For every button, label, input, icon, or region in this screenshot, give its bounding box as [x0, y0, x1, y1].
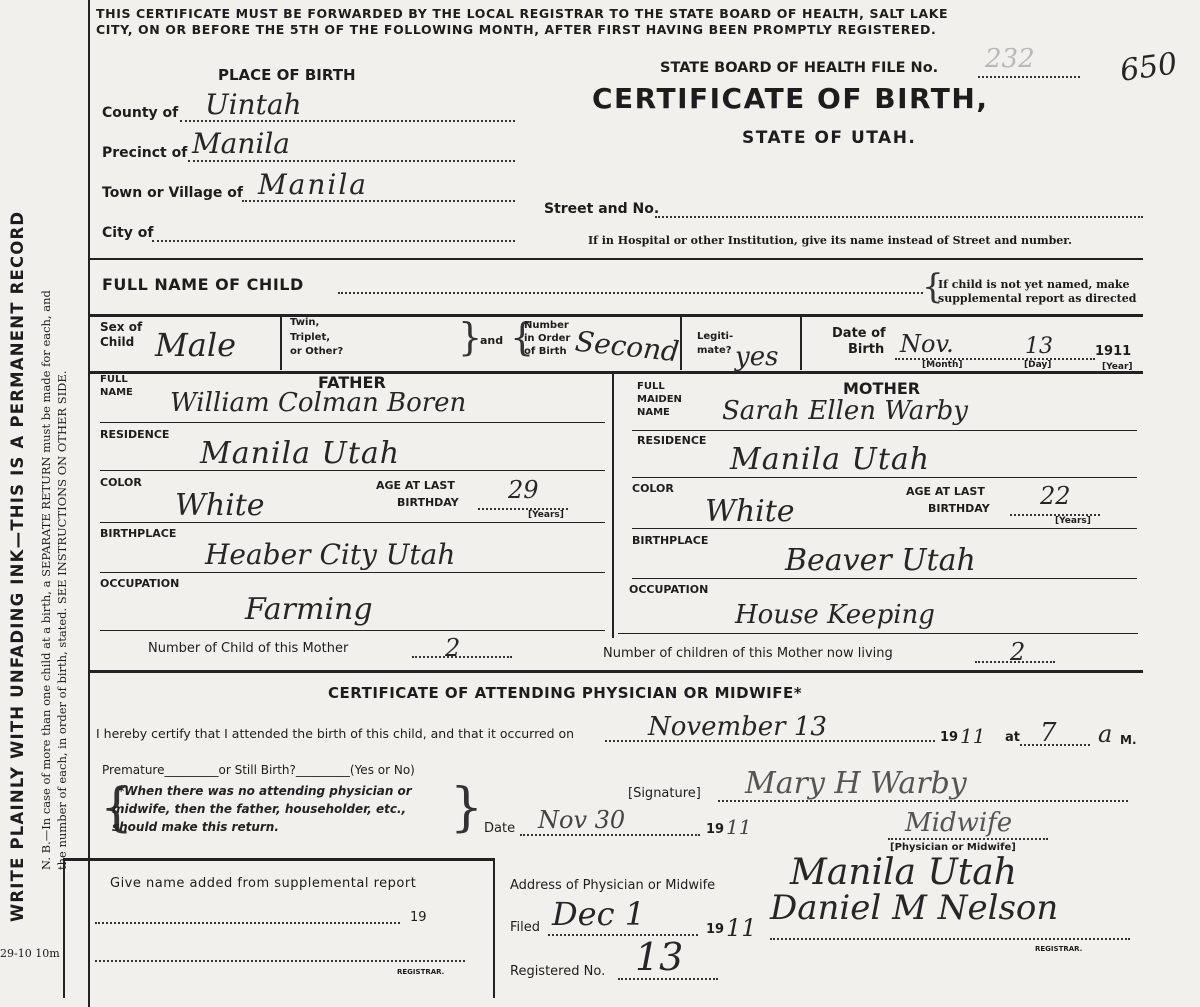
address-value: Manila Utah — [790, 852, 1017, 893]
mother-residence-label: RESIDENCE — [637, 434, 707, 447]
children-living-value: 2 — [1010, 638, 1026, 666]
signed-date-value: Nov 30 — [538, 806, 626, 834]
registrar-box-left-border — [63, 858, 65, 998]
filed-date-value: Dec 1 — [552, 895, 646, 933]
physician-signature: Mary H Warby — [745, 766, 967, 801]
margin-note-line-2: the number of each, in order of birth, stated. SEE INSTRUCTIONS ON OTHER SIDE. — [55, 370, 69, 870]
birth-year-prefix: 19 — [940, 730, 959, 745]
father-residence-label: RESIDENCE — [100, 428, 170, 441]
street-field — [655, 216, 1143, 218]
dob-day: 13 — [1025, 334, 1053, 359]
children-living-label: Number of children of this Mother now living — [603, 646, 893, 661]
filed-year-suffix: 11 — [726, 914, 757, 942]
sex-value: Male — [155, 326, 237, 364]
dob-label-1: Date of — [832, 326, 886, 341]
father-heading: FATHER — [318, 373, 386, 392]
notice-line-1: THIS CERTIFICATE MUST BE FORWARDED BY THE LOCAL REGISTRAR TO THE STATE BOARD OF HEALTH, SALT LAKE — [96, 6, 949, 21]
unnamed-note-line-2: supplemental report as directed — [938, 292, 1137, 305]
birth-year-suffix: 11 — [960, 724, 986, 748]
mother-age-label-2: BIRTHDAY — [928, 502, 990, 515]
signature-label: [Signature] — [628, 786, 701, 801]
father-occupation-label: OCCUPATION — [100, 577, 180, 590]
physician-heading: CERTIFICATE OF ATTENDING PHYSICIAN OR MIDWIFE* — [328, 684, 803, 702]
father-color-value: White — [175, 488, 265, 523]
mother-residence-value: Manila Utah — [730, 442, 931, 477]
month-caption: [Month] — [922, 360, 963, 370]
county-label: County of — [102, 105, 179, 121]
footnote-line-1: *When there was no attending physician or — [118, 784, 412, 798]
supplemental-label: Give name added from supplemental report — [110, 876, 417, 891]
mother-birthplace-label: BIRTHPLACE — [632, 534, 709, 547]
father-age-label-1: AGE AT LAST — [376, 479, 455, 492]
birth-certificate: WRITE PLAINLY WITH UNFADING INK—THIS IS A PERMANENT RECORD N. B.—In case of more than one child at a birth, a SEPARATE RETURN must be made for each, and the number of each, in order of birth, stated. SEE INSTRUCTIONS ON OTHER SIDE. 29-10 10m THIS CERTIFICATE MUST BE FORWARDED BY THE LOCAL REGISTRAR TO THE STATE BOARD OF HEALTH, SALT LAKE CITY, ON OR BEFORE THE 5TH OF THE FOLLOWING MONTH, AFTER FIRST HAVING BEEN PROMPTLY REGISTERED. PLACE OF BIRTH STATE BOARD OF HEALTH FILE No. 232 650 CERTIFICATE OF BIRTH, STATE OF UTAH. County of Uintah Precinct of Manila Town or Village of Manila City of Street and No. If in Hospital or other Institution, give its name instead of Street and number. FULL NAME OF CHILD { If child is not yet named, make supplemental report as directed Sex of Child Male Twin, Triplet, or Other? } and { Number in Order of Birth Second Legiti- mate? yes Date of Birth Nov. 13 1911 [Month] [Day] [Year] FULL NAME FATHER William Colman Boren RESIDENCE Manila Utah COLOR White AGE AT LAST BIRTHDAY 29 [Years] BIRTHPLACE Heaber City Utah OCCUPATION Farming FULL MAIDEN NAME MOTHER Sarah Ellen Warby RESIDENCE Manila Utah COLOR White AGE AT LAST BIRTHDAY 22 [Years] BIRTHPLACE Beaver Utah OCCUPATION House Keeping Number of Child of this Mother 2 Number of children of this Mother now living 2 CERTIFICATE OF ATTENDING PHYSICIAN OR MIDWIFE* I hereby certify that I attended the birth of this child, and that it occurred on November 13 19 11 at 7 a M. Premature_________or Still Birth?_________(Yes or No) { *When there was no attending physician or midwife, then the father, householder, etc., should make this return. } [Signature] Mary H Warby Date Nov 30 19 11 Midwife [Physician or Midwife] Give name added from supplemental report 19 REGISTRAR. Address of Physician or Midwife Manila Utah Filed Dec 1 19 11 Daniel M Nelson REGISTRAR. Registered No. 13 — [0, 0, 1200, 1007]
precinct-value: Manila — [192, 127, 290, 160]
signed-date-label: Date — [484, 821, 516, 836]
mother-color-value: White — [705, 494, 795, 529]
mother-years-caption: [Years] — [1055, 516, 1091, 526]
registrar-caption-right: REGISTRAR. — [1035, 945, 1083, 953]
margin-permanent-record-notice: WRITE PLAINLY WITH UNFADING INK—THIS IS A PERMANENT RECORD — [8, 210, 27, 922]
father-age-value: 29 — [508, 476, 539, 504]
child-number-value: 2 — [445, 634, 461, 662]
mother-occupation-label: OCCUPATION — [629, 583, 709, 596]
form-left-border — [88, 0, 90, 1007]
registrar-signature: Daniel M Nelson — [770, 888, 1059, 928]
filed-year-prefix: 19 — [706, 922, 725, 937]
mother-age-value: 22 — [1040, 482, 1071, 510]
and-label: and — [480, 334, 504, 347]
physician-title-caption: [Physician or Midwife] — [890, 842, 1016, 853]
m-suffix: M. — [1120, 733, 1137, 747]
mother-color-label: COLOR — [632, 482, 674, 495]
street-label: Street and No. — [544, 201, 660, 217]
father-name-value: William Colman Boren — [170, 388, 467, 418]
hospital-note: If in Hospital or other Institution, give its name instead of Street and number. — [588, 234, 1072, 247]
signed-year-prefix: 19 — [706, 822, 725, 837]
order-label-3: of Birth — [524, 346, 567, 357]
form-code: 29-10 10m — [0, 947, 60, 960]
child-name-label: FULL NAME OF CHILD — [102, 275, 304, 294]
mother-name-value: Sarah Ellen Warby — [722, 396, 968, 426]
city-label: City of — [102, 225, 154, 241]
registrar-caption-left: REGISTRAR. — [397, 968, 445, 976]
footnote-line-3: should make this return. — [112, 820, 279, 834]
day-caption: [Day] — [1024, 360, 1052, 370]
order-label-1: Number — [524, 320, 569, 331]
at-label: at — [1005, 730, 1020, 745]
legitimate-label-1: Legiti- — [697, 331, 734, 342]
unnamed-note-line-1: If child is not yet named, make — [938, 278, 1130, 291]
father-age-label-2: BIRTHDAY — [397, 496, 459, 509]
premature-question: Premature_________or Still Birth?_________(Yes or No) — [102, 763, 415, 777]
footnote-line-2: midwife, then the father, householder, etc., — [112, 802, 407, 816]
city-field — [152, 240, 515, 242]
file-no-value: 232 — [985, 44, 1035, 74]
birth-hour-value: 7 — [1040, 718, 1057, 748]
dob-year: 1911 — [1095, 344, 1132, 359]
town-label: Town or Village of — [102, 185, 244, 201]
mother-name-label-2: MAIDEN — [637, 394, 682, 405]
dob-month: Nov. — [900, 330, 954, 358]
margin-note-line-1: N. B.—In case of more than one child at a birth, a SEPARATE RETURN must be made for each, and — [39, 290, 53, 870]
twin-label-3: or Other? — [290, 346, 344, 357]
twin-label-2: Triplet, — [290, 332, 331, 343]
father-years-caption: [Years] — [528, 510, 564, 520]
filed-label: Filed — [510, 920, 541, 935]
mother-name-label-1: FULL — [637, 381, 665, 392]
legitimate-value: yes — [735, 342, 779, 372]
dob-label-2: Birth — [848, 342, 885, 357]
registered-no-value: 13 — [635, 935, 684, 979]
order-label-2: in Order — [524, 333, 571, 344]
notice-line-2: CITY, ON OR BEFORE THE 5TH OF THE FOLLOWING MONTH, AFTER FIRST HAVING BEEN PROMPTLY REGISTERED. — [96, 22, 937, 37]
legitimate-label-2: mate? — [697, 345, 732, 356]
sex-label-1: Sex of — [100, 320, 143, 334]
mother-heading: MOTHER — [843, 379, 921, 398]
sex-label-2: Child — [100, 335, 135, 349]
mother-age-label-1: AGE AT LAST — [906, 485, 985, 498]
certificate-title: CERTIFICATE OF BIRTH, — [592, 82, 989, 115]
child-name-field — [338, 292, 923, 294]
father-birthplace-label: BIRTHPLACE — [100, 527, 177, 540]
address-label: Address of Physician or Midwife — [510, 878, 716, 893]
birth-date-value: November 13 — [648, 712, 827, 742]
year-caption: [Year] — [1102, 362, 1133, 372]
signed-year-suffix: 11 — [726, 815, 752, 839]
father-residence-value: Manila Utah — [200, 436, 401, 471]
order-value: Second — [573, 324, 681, 369]
supplemental-year: 19 — [410, 910, 427, 925]
mother-occupation-value: House Keeping — [735, 600, 935, 630]
registered-no-label: Registered No. — [510, 964, 606, 979]
twin-label-1: Twin, — [290, 317, 320, 328]
father-color-label: COLOR — [100, 476, 142, 489]
place-of-birth-heading: PLACE OF BIRTH — [218, 66, 356, 84]
physician-certify-text: I hereby certify that I attended the birth of this child, and that it occurred on — [96, 726, 575, 741]
physician-title-value: Midwife — [905, 808, 1013, 838]
father-birthplace-value: Heaber City Utah — [205, 538, 456, 571]
town-value: Manila — [258, 168, 368, 201]
father-occupation-value: Farming — [245, 592, 373, 627]
father-name-label-2: NAME — [100, 387, 133, 398]
father-name-label-1: FULL — [100, 374, 128, 385]
corner-number: 650 — [1117, 46, 1180, 89]
birth-ampm-value: a — [1098, 720, 1113, 748]
child-number-label: Number of Child of this Mother — [148, 641, 349, 656]
certificate-subtitle: STATE OF UTAH. — [742, 128, 917, 148]
county-value: Uintah — [205, 88, 302, 121]
mother-name-label-3: NAME — [637, 407, 670, 418]
precinct-label: Precinct of — [102, 145, 188, 161]
file-no-label: STATE BOARD OF HEALTH FILE No. — [660, 60, 939, 76]
mother-birthplace-value: Beaver Utah — [785, 543, 976, 578]
